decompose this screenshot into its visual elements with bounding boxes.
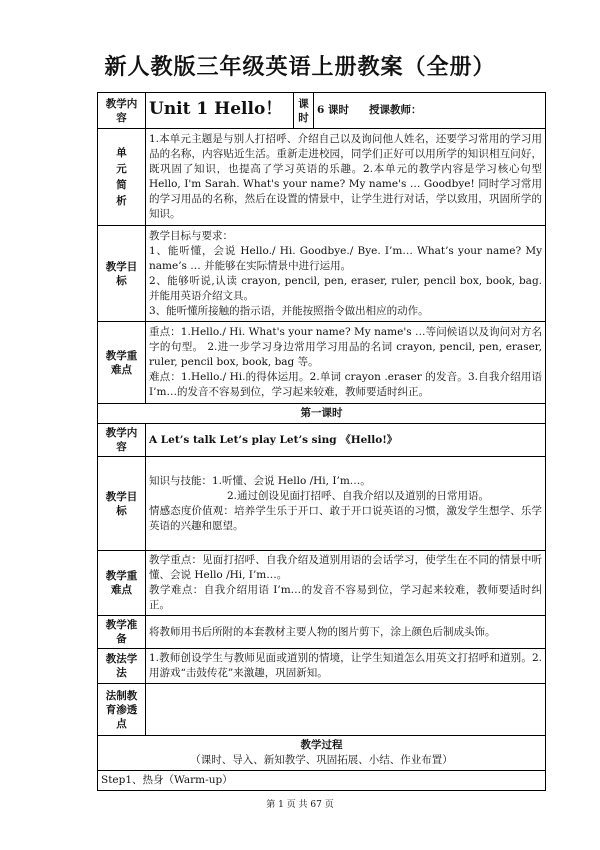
hours-value: 6 课时 xyxy=(317,104,349,116)
unit-goals-row xyxy=(98,226,546,322)
process-subheading: （课时、导入、新知教学、巩固拓展、小结、作业布置） xyxy=(190,754,453,766)
lesson1-law-text xyxy=(146,684,546,736)
lesson1-goals-label: 教学目标 xyxy=(98,457,146,551)
hours-teacher-cell xyxy=(314,93,546,129)
document-title: 新人教版三年级英语上册教案（全册） xyxy=(104,55,496,80)
unit-goals-label: 教学目标 xyxy=(98,226,146,322)
unit-keypoints-row xyxy=(98,322,546,404)
goals-line: 1、能听懂，会说 Hello./ Hi. Goodbye./ Bye. I’m… What’s your name? My name’s … 并能够在实际情景中进行运用。 xyxy=(149,244,542,272)
header-row xyxy=(98,93,546,129)
lesson1-method-label: 教法学法 xyxy=(98,649,146,684)
lesson1-keypoint-line: 教学难点：自我介绍用语 I’m…的发音不容易到位，学习起来较难，教师要适时纠正。 xyxy=(149,584,542,611)
hours-label: 课时 xyxy=(294,93,314,129)
step1-text: Step1、热身（Warm-up） xyxy=(98,771,546,791)
lesson1-content-label: 教学内容 xyxy=(98,424,146,457)
unit-intro-text: 1.本单元主题是与别人打招呼、介绍自己以及询问他人姓名，还要学习常用的学习用品的名称，内容贴近生活。重新走进校园，同学们正好可以用所学的知识相互问好，既巩固了知识，也提高了学习英语的乐趣。2.本单元的教学内容是学习核心句型 Hello, I'm Sarah. What's your name? My name's … Goodbye! 同时学习常用的学习用品的名称，然后在设置的情景中，让学生进行对话，学以致用，巩固所学的知识。 xyxy=(146,129,546,226)
unit-title: Unit 1 Hello！ xyxy=(149,99,283,119)
lesson1-goal-line: 知识与技能：1.听懂、会说 Hello /Hi, I’m…。 xyxy=(149,474,371,487)
lesson1-goal-line: 情感态度价值观：培养学生乐于开口、敢于开口说英语的习惯，激发学生想学、乐学英语的兴趣和愿望。 xyxy=(149,504,542,532)
lesson1-keypoint-line: 教学重点：见面打招呼、自我介绍及道别用语的会话学习，使学生在不同的情景中听懂、会说 Hello /Hi, I’m…。 xyxy=(149,554,542,581)
process-heading: 教学过程 xyxy=(300,739,343,751)
goals-line: 教学目标与要求： xyxy=(149,229,233,242)
lesson1-heading-row xyxy=(98,404,546,424)
unit-keypoints-label: 教学重难点 xyxy=(98,322,146,404)
lesson-plan-table xyxy=(97,92,546,791)
lesson1-heading: 第一课时 xyxy=(98,404,546,424)
lesson1-content-row xyxy=(98,424,546,457)
lesson1-law-label: 法制教育渗透点 xyxy=(98,684,146,736)
goals-line: 2、能够听说,认读 crayon, pencil, pen, eraser, ruler, pencil box, book, bag. 并能用英语介绍文具。 xyxy=(149,274,542,302)
unit-title-cell xyxy=(146,93,294,129)
lesson1-keypoints-text xyxy=(146,551,546,616)
lesson1-prep-row xyxy=(98,616,546,649)
unit-intro-row xyxy=(98,129,546,226)
teacher-label: 授课教师： xyxy=(369,104,422,116)
lesson1-keypoints-row xyxy=(98,551,546,616)
goals-line: 3、能听懂所接触的指示语，并能按照指令做出相应的动作。 xyxy=(149,304,429,317)
unit-goals-text xyxy=(146,226,546,322)
unit-keypoints-text xyxy=(146,322,546,404)
lesson1-prep-label: 教学准备 xyxy=(98,616,146,649)
unit-intro-label: 单 元 简 析 xyxy=(98,129,146,226)
lesson1-goals-row xyxy=(98,457,546,551)
lesson1-goals-text xyxy=(146,457,546,551)
keypoints-line: 重点：1.Hello./ Hi. What's your name? My name's …等问候语以及询问对方名字的句型。 2.进一步学习身边常用学习用品的名词 crayon, pencil, pen, eraser, ruler, pencil box, book, bag 等。 xyxy=(149,326,542,368)
lesson1-law-row xyxy=(98,684,546,736)
lesson1-keypoints-label: 教学重难点 xyxy=(98,551,146,616)
lesson1-method-row xyxy=(98,649,546,684)
lesson1-prep-text: 将教师用书后所附的本套教材主要人物的图片剪下，涂上颜色后制成头饰。 xyxy=(146,616,546,649)
lesson1-method-text: 1.教师创设学生与教师见面或道别的情境，让学生知道怎么用英文打招呼和道别。2.用游戏“击鼓传花”来激趣，巩固新知。 xyxy=(146,649,546,684)
keypoints-line: 难点：1.Hello./ Hi.的得体运用。2.单词 crayon .eraser 的发音。3.自我介绍用语 I’m…的发音不容易到位，学习起来较难，教师要适时纠正。 xyxy=(149,371,542,398)
process-heading-row xyxy=(98,736,546,771)
lesson1-goal-line: 2.通过创设见面打招呼、自我介绍以及道别的日常用语。 xyxy=(227,489,490,502)
step1-row xyxy=(98,771,546,791)
page-footer: 第 1 页 共 67 页 xyxy=(266,800,334,810)
teaching-content-label: 教学内容 xyxy=(98,93,146,129)
lesson1-content-text: A Let’s talk Let’s play Let’s sing 《Hello!》 xyxy=(146,424,546,457)
process-heading-cell xyxy=(98,736,546,771)
